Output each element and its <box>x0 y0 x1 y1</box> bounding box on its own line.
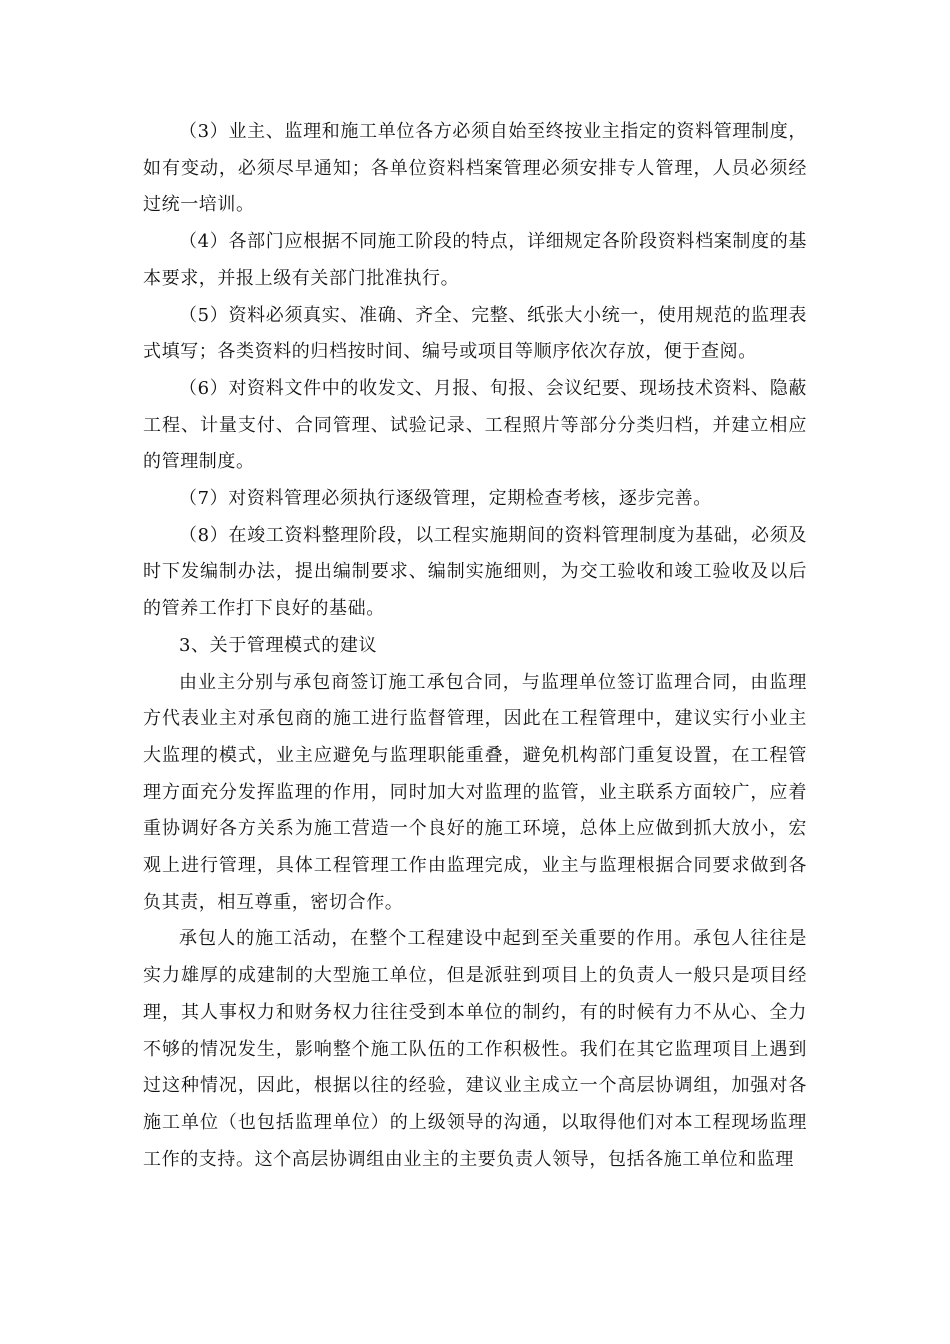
paragraph-item-6: （6）对资料文件中的收发文、月报、旬报、会议纪要、现场技术资料、隐蔽工程、计量支付、合同管理、试验记录、工程照片等部分分类归档，并建立相应的管理制度。 <box>143 377 807 473</box>
section-heading: 3、关于管理模式的建议 <box>179 634 378 656</box>
paragraph-item-3: （3）业主、监理和施工单位各方必须自始至终按业主指定的资料管理制度，如有变动，必须尽早通知；各单位资料档案管理必须安排专人管理，人员必须经过统一培训。 <box>143 121 807 216</box>
paragraph-item-8: （8）在竣工资料整理阶段，以工程实施期间的资料管理制度为基础，必须及时下发编制办法，提出编制要求、编制实施细则，为交工验收和竣工验收及以后的管养工作打下良好的基础。 <box>143 524 807 620</box>
paragraph-item-7: （7）对资料管理必须执行逐级管理，定期检查考核，逐步完善。 <box>179 488 712 510</box>
paragraph-item-5: （5）资料必须真实、准确、齐全、完整、纸张大小统一，使用规范的监理表式填写；各类资料的归档按时间、编号或项目等顺序依次存放，便于查阅。 <box>143 304 807 363</box>
paragraph-management-mode: 由业主分别与承包商签订施工承包合同，与监理单位签订监理合同，由监理方代表业主对承包商的施工进行监督管理，因此在工程管理中，建议实行小业主大监理的模式，业主应避免与监理职能重叠，避免机构部门重复设置，在工程管理方面充分发挥监理的作用，同时加大对监理的监管，业主联系方面较广，应着重协调好各方关系为施工营造一个良好的施工环境，总体上应做到抓大放小，宏观上进行管理，具体工程管理工作由监理完成，业主与监理根据合同要求做到各负其责，相互尊重，密切合作。 <box>143 671 807 913</box>
paragraph-contractor: 承包人的施工活动，在整个工程建设中起到至关重要的作用。承包人往往是实力雄厚的成建制的大型施工单位，但是派驻到项目上的负责人一般只是项目经理，其人事权力和财务权力往往受到本单位的制约，有的时候有力不从心、全力不够的情况发生，影响整个施工队伍的工作积极性。我们在其它监理项目上遇到过这种情况，因此，根据以往的经验，建议业主成立一个高层协调组，加强对各施工单位（也包括监理单位）的上级领导的沟通，以取得他们对本工程现场监理工作的支持。这个高层协调组由业主的主要负责人领导，包括各施工单位和监理 <box>143 928 807 1170</box>
document-body <box>143 114 807 1178</box>
paragraph-item-4: （4）各部门应根据不同施工阶段的特点，详细规定各阶段资料档案制度的基本要求，并报上级有关部门批准执行。 <box>143 231 807 289</box>
